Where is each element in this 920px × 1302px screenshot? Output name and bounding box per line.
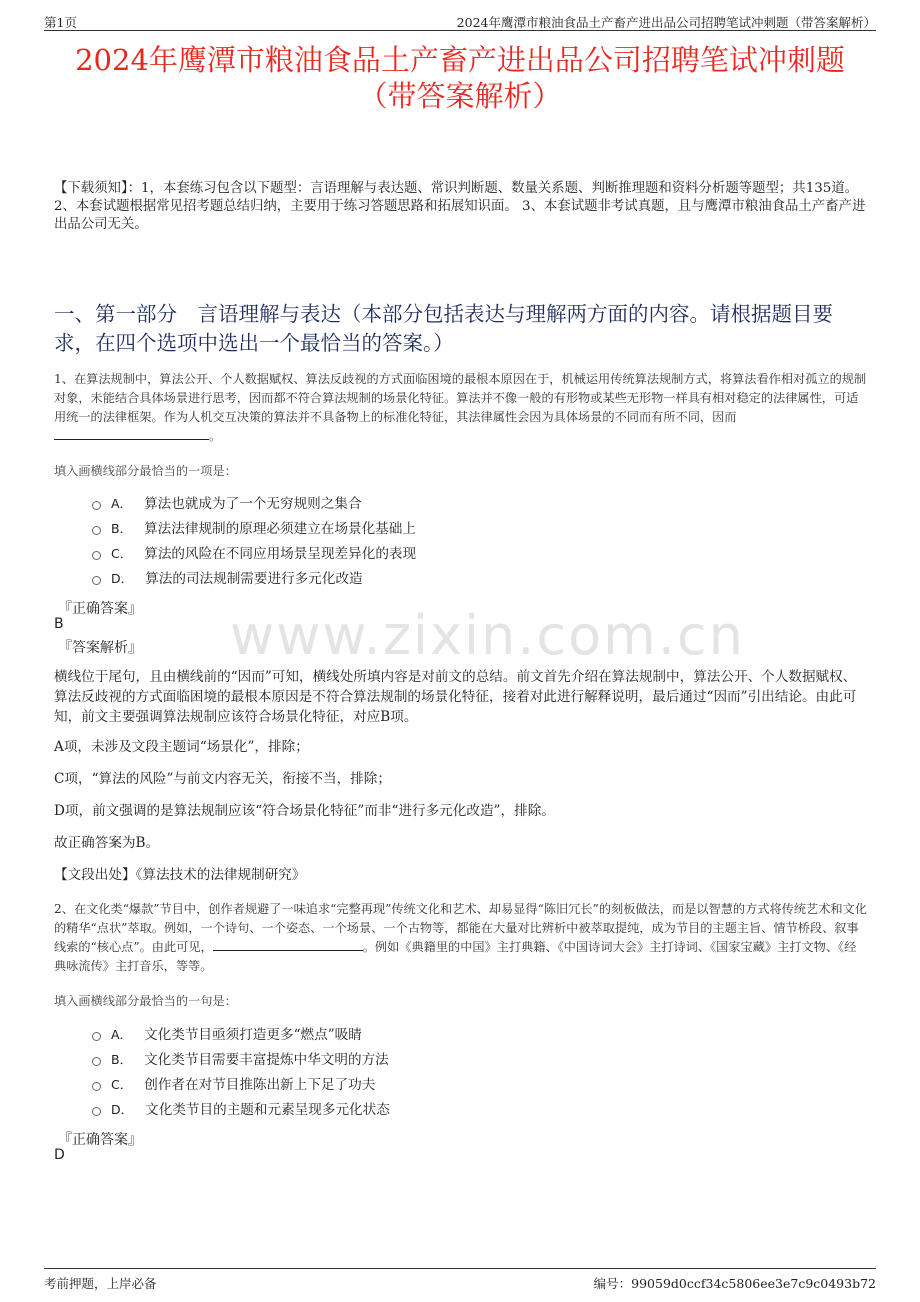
q2-option-b[interactable]: B． 文化类节目需要丰富提炼中华文明的方法 (92, 1049, 389, 1071)
q2-answer: D (54, 1147, 65, 1163)
radio-icon[interactable] (92, 501, 101, 510)
q1-answer: B (54, 616, 64, 632)
q1-conclusion: 故正确答案为B。 (54, 835, 160, 851)
radio-icon[interactable] (92, 526, 101, 535)
header-doc-title: 2024年鹰潭市粮油食品土产畜产进出品公司招聘笔试冲刺题（带答案解析） (456, 15, 876, 30)
radio-icon[interactable] (92, 551, 101, 560)
answer-blank (213, 938, 363, 951)
page-footer (44, 1268, 876, 1293)
section-heading: 一、第一部分 言语理解与表达（本部分包括表达与理解两方面的内容。请根据题目要求，在四个选项中选出一个最恰当的答案。） (54, 302, 833, 355)
q1-analysis-c: C项，“算法的风险”与前文内容无关，衔接不当，排除； (54, 771, 391, 787)
radio-icon[interactable] (92, 1107, 101, 1116)
q1-option-b[interactable]: B． 算法法律规制的原理必须建立在场景化基础上 (92, 518, 416, 540)
q1-analysis-paragraph: 横线位于尾句，且由横线前的“因而”可知，横线处所填内容是对前文的总结。前文首先介绍在算法规制中，算法公开、个人数据赋权、算法反歧视的方式面临困境的最根本原因是不符合算法规制的场景化特征，接着对此进行解释说明，最后通过“因而”引出结论。由此可知，前文主要强调算法规制应该符合场景化特征，对应B项。 (54, 669, 857, 725)
q2-option-d[interactable]: D． 文化类节目的主题和元素呈现多元化状态 (92, 1099, 390, 1121)
q1-option-d[interactable]: D． 算法的司法规制需要进行多元化改造 (92, 568, 363, 590)
question-1-text: 1、在算法规制中，算法公开、个人数据赋权、算法反歧视的方式面临困境的最根本原因在于，机械运用传统算法规制方式，将算法看作相对孤立的规制对象，未能结合具体场景进行思考，因而都不符合算法规制的场景化特征。算法并不像一般的有形物或某些无形物一样具有相对稳定的法律属性，可适用统一的法律框架。作为人机交互决策的算法并不具备物上的标准化特征，其法律属性会因为具体场景的不同而有所不同，因而。 (54, 372, 867, 443)
question-2-body: 2、在文化类“爆款”节目中，创作者规避了一味追求“完整再现”传统文化和艺术、却易显得“陈旧冗长”的刻板做法，而是以智慧的方式将传统艺术和文化的精华“点状”萃取。例如，一个诗句、一个姿态、一个场景、一个古物等，都能在大量对比辨析中被萃取提纯，成为节目的主题主旨、情节桥段、叙事线索的“核心点”。由此可见， (54, 902, 867, 954)
footer-serial: 编号：99059d0ccf34c5806ee3e7c9c0493b72 (593, 1276, 876, 1291)
page-title (40, 42, 880, 114)
title-line-2: （带答案解析） (358, 79, 562, 113)
q1-answer-label: 『正确答案』 (58, 601, 142, 617)
radio-icon[interactable] (92, 576, 101, 585)
q1-analysis-d: D项，前文强调的是算法规制应该“符合场景化特征”而非“进行多元化改造”，排除。 (54, 803, 555, 819)
title-line-1: 2024年鹰潭市粮油食品土产畜产进出品公司招聘笔试冲刺题 (75, 43, 845, 77)
page-number: 第1页 (44, 15, 77, 30)
watermark: www.zixin.com.cn (230, 604, 745, 667)
radio-icon[interactable] (92, 1082, 101, 1091)
q1-option-a[interactable]: A． 算法也就成为了一个无穷规则之集合 (92, 493, 362, 515)
q1-analysis-label: 『答案解析』 (58, 640, 142, 656)
page-header (44, 10, 876, 31)
answer-blank (54, 427, 209, 440)
q2-answer-label: 『正确答案』 (58, 1132, 142, 1148)
question-1-body: 1、在算法规制中，算法公开、个人数据赋权、算法反歧视的方式面临困境的最根本原因在于，机械运用传统算法规制方式，将算法看作相对孤立的规制对象，未能结合具体场景进行思考，因而都不符合算法规制的场景化特征。算法并不像一般的有形物或某些无形物一样具有相对稳定的法律属性，可适用统一的法律框架。作为人机交互决策的算法并不具备物上的标准化特征，其法律属性会因为具体场景的不同而有所不同，因而 (54, 372, 867, 424)
footer-slogan: 考前押题，上岸必备 (44, 1276, 157, 1291)
q1-analysis-a: A项，未涉及文段主题词“场景化”，排除； (54, 739, 309, 755)
q2-option-c[interactable]: C． 创作者在对节目推陈出新上下足了功夫 (92, 1074, 375, 1096)
radio-icon[interactable] (92, 1032, 101, 1041)
q1-option-c[interactable]: C． 算法的风险在不同应用场景呈现差异化的表现 (92, 543, 416, 565)
q1-source: 【文段出处】《算法技术的法律规制研究》 (54, 867, 306, 883)
download-notice: 【下载须知】：1，本套练习包含以下题型：言语理解与表达题、常识判断题、数量关系题、判断推理题和资料分析题等题型；共135道。 2、本套试题根据常见招考题总结归纳，主要用于练习答题思路和拓展知识面。 3、本套试题非考试真题，且与鹰潭市粮油食品土产畜产进出品公司无关。 (54, 181, 866, 232)
question-1-prompt: 填入画横线部分最恰当的一项是： (54, 464, 237, 478)
question-2-prompt: 填入画横线部分最恰当的一句是： (54, 994, 237, 1008)
question-2-text: 2、在文化类“爆款”节目中，创作者规避了一味追求“完整再现”传统文化和艺术、却易显得“陈旧冗长”的刻板做法，而是以智慧的方式将传统艺术和文化的精华“点状”萃取。例如，一个诗句、一个姿态、一个场景、一个古物等，都能在大量对比辨析中被萃取提纯，成为节目的主题主旨、情节桥段、叙事线索的“核心点”。由此可见， 。例如《典籍里的中国》主打典籍、《中国诗词大会》主打诗词、《国家宝藏》主打文物、《经典咏流传》主打音乐，等等。 (54, 902, 867, 973)
q2-option-a[interactable]: A． 文化类节目亟须打造更多“燃点”吸睛 (92, 1024, 362, 1046)
radio-icon[interactable] (92, 1057, 101, 1066)
